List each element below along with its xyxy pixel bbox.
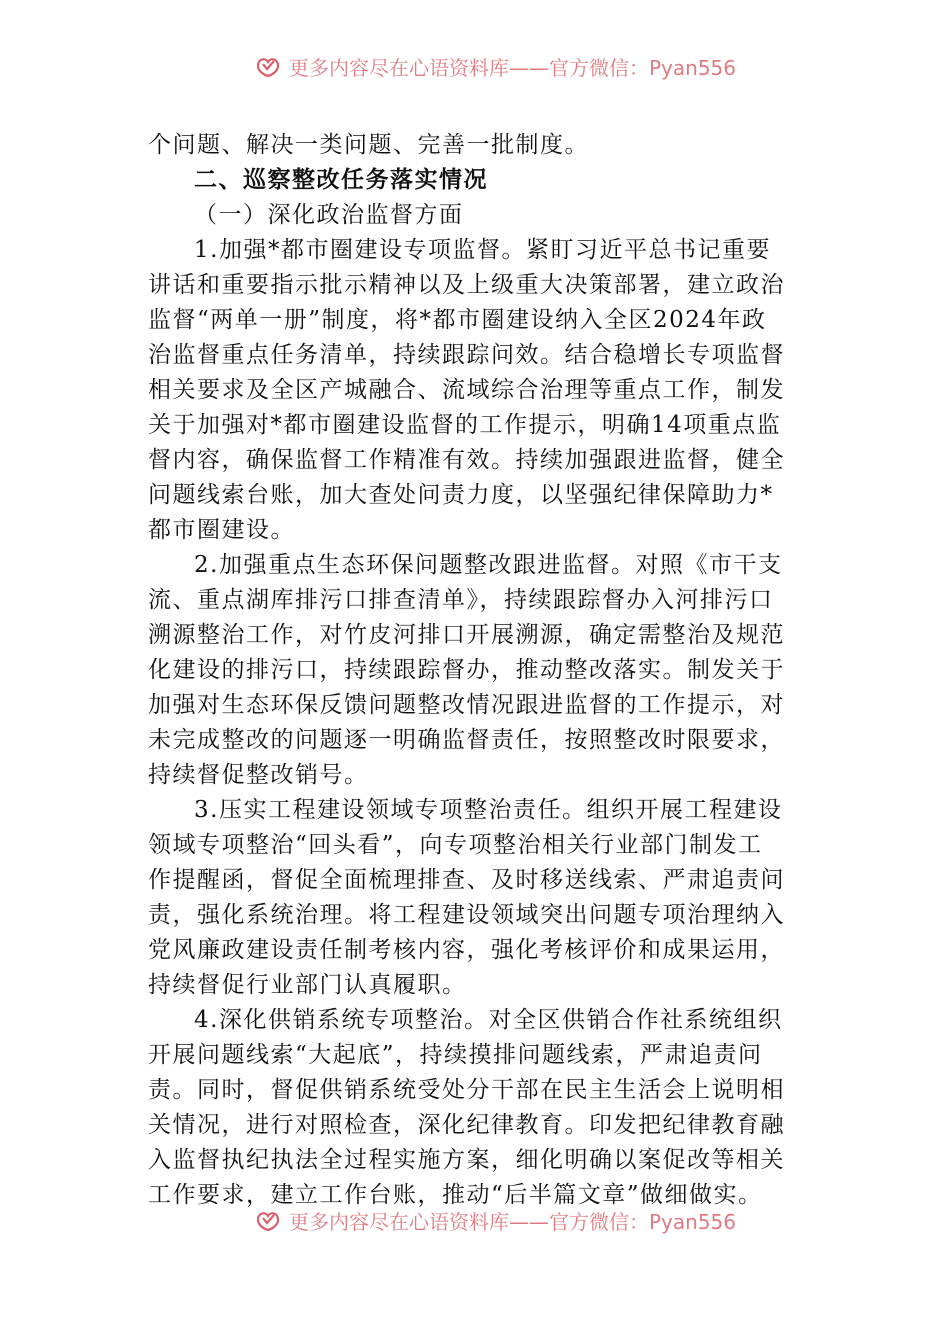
paragraph-line: 领域专项整治“回头看”，向专项整治相关行业部门制发工: [148, 832, 763, 858]
brand-logo-icon: [255, 55, 281, 77]
paragraph-line: 持续督促行业部门认真履职。: [148, 972, 467, 998]
paragraph-line: 开展问题线索“大起底”，持续摸排问题线索，严肃追责问: [148, 1042, 763, 1068]
paragraph-line: 溯源整治工作，对竹皮河排口开展溯源，确定需整治及规范: [148, 622, 785, 648]
brand-logo-icon: [255, 1209, 281, 1231]
paragraph-line: 化建设的排污口，持续跟踪督办，推动整改落实。制发关于: [148, 657, 785, 683]
sub-heading: （一）深化政治监督方面: [194, 202, 464, 228]
watermark-text: 更多内容尽在心语资料库——官方微信：Pyan556: [289, 55, 737, 80]
paragraph-line: 治监督重点任务清单，持续跟踪问效。结合稳增长专项监督: [148, 342, 785, 368]
paragraph-line: 督内容，确保监督工作精准有效。持续加强跟进监督，健全: [148, 447, 785, 473]
paragraph-line: 问题线索台账，加大查处问责力度，以坚强纪律保障助力*: [148, 482, 774, 508]
paragraph-line: 工作要求，建立工作台账，推动“后半篇文章”做细做实。: [148, 1182, 763, 1208]
paragraph-line: 讲话和重要指示批示精神以及上级重大决策部署，建立政治: [148, 272, 785, 298]
paragraph-line: 关于加强对*都市圈建设监督的工作提示，明确14项重点监: [148, 412, 782, 438]
paragraph-line: 未完成整改的问题逐一明确监督责任，按照整改时限要求，: [148, 727, 785, 753]
paragraph-line: 持续督促整改销号。: [148, 762, 369, 788]
paragraph-line: 1.加强*都市圈建设专项监督。紧盯习近平总书记重要: [194, 237, 771, 263]
document-body: [148, 128, 813, 1213]
paragraph-line: 入监督执纪执法全过程实施方案，细化明确以案促改等相关: [148, 1147, 785, 1173]
paragraph-line: 3.压实工程建设领域专项整治责任。组织开展工程建设: [194, 797, 783, 823]
paragraph-line: 关情况，进行对照检查，深化纪律教育。印发把纪律教育融: [148, 1112, 785, 1138]
section-heading: 二、巡察整改任务落实情况: [194, 167, 488, 193]
continuation-line: 个问题、解决一类问题、完善一批制度。: [148, 132, 589, 158]
paragraph-line: 相关要求及全区产城融合、流域综合治理等重点工作，制发: [148, 377, 785, 403]
watermark-text: 更多内容尽在心语资料库——官方微信：Pyan556: [289, 1209, 737, 1234]
paragraph-line: 4.深化供销系统专项整治。对全区供销合作社系统组织: [194, 1007, 783, 1033]
paragraph-line: 监督“两单一册”制度，将*都市圈建设纳入全区2024年政: [148, 307, 767, 333]
paragraph-line: 作提醒函，督促全面梳理排查、及时移送线索、严肃追责问: [148, 867, 785, 893]
paragraph-line: 责，强化系统治理。将工程建设领域突出问题专项治理纳入: [148, 902, 785, 928]
paragraph-2: [148, 548, 813, 793]
paragraph-line: 党风廉政建设责任制考核内容，强化考核评价和成果运用，: [148, 937, 785, 963]
paragraph-1: [148, 233, 813, 548]
paragraph-3: [148, 793, 813, 1003]
paragraph-line: 都市圈建设。: [148, 517, 295, 543]
paragraph-line: 责。同时，督促供销系统受处分干部在民主生活会上说明相: [148, 1077, 785, 1103]
paragraph-line: 2.加强重点生态环保问题整改跟进监督。对照《市干支: [194, 552, 783, 578]
paragraph-4: [148, 1003, 813, 1213]
watermark-header: [255, 52, 736, 80]
paragraph-line: 加强对生态环保反馈问题整改情况跟进监督的工作提示，对: [148, 692, 785, 718]
watermark-footer: [255, 1206, 736, 1234]
paragraph-line: 流、重点湖库排污口排查清单》，持续跟踪督办入河排污口: [148, 587, 774, 613]
